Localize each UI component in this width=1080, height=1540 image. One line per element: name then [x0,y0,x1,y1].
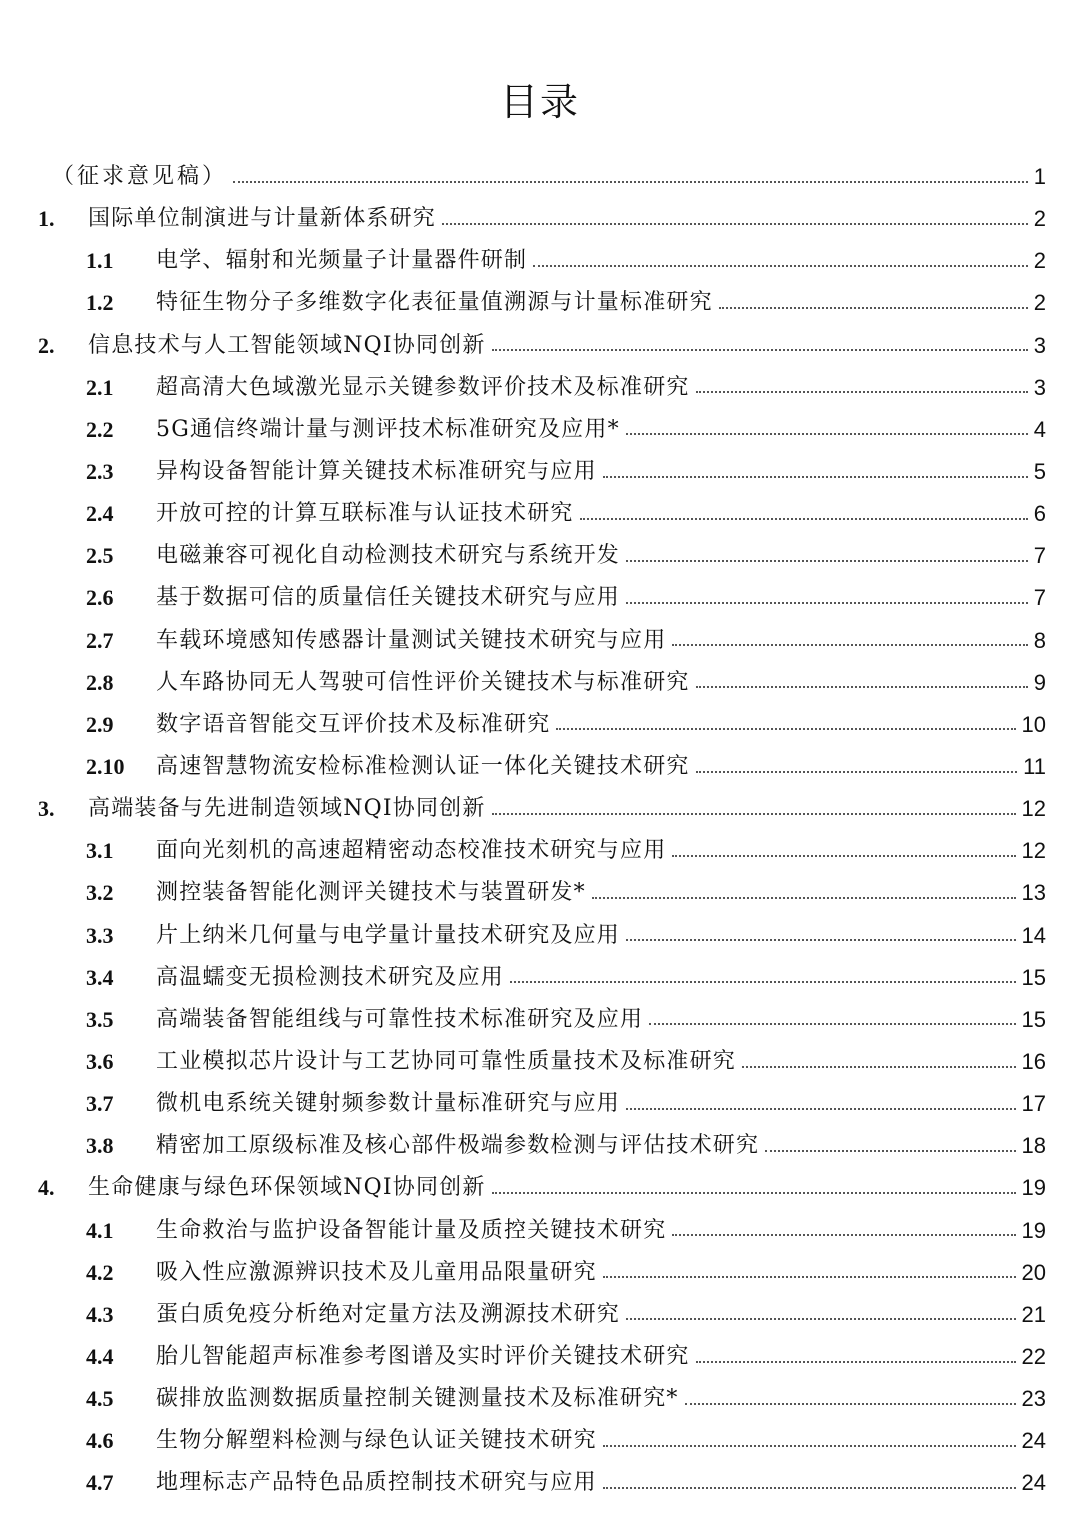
toc-entry[interactable] [0,1041,1080,1083]
toc-entry-page-number: 19 [1021,1217,1046,1243]
dot-leader [533,264,1028,267]
toc-entry-page-number: 3 [1033,332,1046,358]
toc-entry-title: 生命健康与绿色环保领域NQI协同创新 [88,1175,486,1201]
toc-entry-page-number: 12 [1021,796,1046,822]
toc-entry[interactable] [0,367,1080,409]
toc-entry-number: 3.6 [86,1049,114,1075]
toc-entry-page-number: 15 [1021,1006,1046,1032]
dot-leader [685,1402,1016,1405]
toc-entry-title: 吸入性应激源辨识技术及儿童用品限量研究 [156,1259,597,1285]
toc-entry[interactable] [0,577,1080,619]
toc-entry-page-number: 2 [1033,290,1046,316]
dot-leader [765,1149,1015,1152]
toc-entry-page-number: 16 [1021,1049,1046,1075]
toc-entry-title: 精密加工原级标准及核心部件极端参数检测与评估技术研究 [156,1133,760,1159]
toc-entry-title: 蛋白质免疫分析绝对定量方法及溯源技术研究 [156,1301,621,1327]
dot-leader [603,1444,1016,1447]
toc-entry[interactable] [0,240,1080,282]
toc-entry-number: 2.4 [86,501,114,527]
toc-entry-page-number: 6 [1033,501,1046,527]
toc-entry-page-number: 15 [1021,964,1046,990]
toc-entry-number: 2.7 [86,627,114,653]
toc-entry[interactable] [0,620,1080,662]
dot-leader [603,475,1028,478]
toc-entry-number: 4.4 [86,1344,114,1369]
toc-entry-number: 3.4 [86,964,114,990]
toc-entry-title: 片上纳米几何量与电学量计量技术研究及应用 [156,922,621,948]
dot-leader [696,685,1028,688]
toc-entry-title: 车载环境感知传感器计量测试关键技术研究与应用 [156,627,667,653]
toc-entry[interactable] [0,535,1080,577]
toc-entry[interactable] [0,493,1080,535]
toc-entry-page-number: 21 [1021,1301,1046,1327]
toc-entry-number: 4.7 [86,1470,114,1496]
toc-entry-title: 5G通信终端计量与测评技术标准研究及应用* [156,416,620,442]
toc-entry-page-number: 5 [1033,459,1046,485]
dot-leader [626,938,1016,941]
toc-entry-page-number: 8 [1033,627,1046,653]
toc-entry-number: 2.8 [86,669,114,695]
toc-entry-title: 高端装备与先进制造领域NQI协同创新 [88,796,486,822]
toc-entry[interactable] [0,1210,1080,1252]
dot-leader [556,727,1015,730]
toc-entry-title: 高速智慧物流安检标准检测认证一体化关键技术研究 [156,754,690,780]
toc-entry-title: 异构设备智能计算关键技术标准研究与应用 [156,459,597,485]
toc-entry-title: 人车路协同无人驾驶可信性评价关键技术与标准研究 [156,669,690,695]
toc-entry-number: 2.5 [86,543,114,569]
toc-entry-number: 1.2 [86,290,114,316]
toc-entry-title: 工业模拟芯片设计与工艺协同可靠性质量技术及标准研究 [156,1049,737,1075]
toc-entry-number: 2.9 [86,711,114,737]
toc-entry-number: 4.2 [86,1259,114,1285]
toc-entry-page-number: 3 [1033,374,1046,400]
toc-entry-number: 4.6 [86,1428,114,1454]
toc-entry-page-number: 7 [1033,585,1046,611]
dot-leader [510,980,1016,983]
toc-entry-title: 特征生物分子多维数字化表征量值溯源与计量标准研究 [156,290,713,316]
toc-entry-page-number: 2 [1033,206,1046,232]
toc-entry[interactable] [0,662,1080,704]
dot-leader [696,770,1018,773]
toc-entry-title: 基于数据可信的质量信任关键技术研究与应用 [156,585,621,611]
toc-entry[interactable] [0,957,1080,999]
dot-leader [626,601,1028,604]
toc-entry-page-number: 24 [1021,1428,1046,1454]
toc-entry[interactable] [0,1252,1080,1294]
toc-entry-title: 数字语音智能交互评价技术及标准研究 [156,711,551,737]
toc-entry[interactable] [0,198,1080,240]
page-title: 目录 [499,80,580,124]
toc-entry-title: 测控装备智能化测评关键技术与装置研发* [156,880,586,906]
toc-entry-title: 高端装备智能组线与可靠性技术标准研究及应用 [156,1006,644,1032]
toc-entry-number: 2.2 [86,416,114,442]
toc-entry-title: （征求意见稿） [52,164,228,190]
dot-leader [580,517,1028,520]
toc-entry-title: 生命救治与监护设备智能计量及质控关键技术研究 [156,1217,667,1243]
toc-entry-number: 4.1 [86,1217,114,1243]
dot-leader [626,1317,1016,1320]
toc-entry[interactable] [0,1462,1080,1504]
toc-entry-number: 3.7 [86,1091,114,1117]
toc-entry-number: 2.10 [86,754,125,780]
toc-entry-page-number: 20 [1021,1259,1046,1285]
dot-leader [626,432,1028,435]
toc-entry[interactable] [0,872,1080,914]
toc-entry-title: 微机电系统关键射频参数计量标准研究与应用 [156,1091,621,1117]
toc-entry-title: 信息技术与人工智能领域NQI协同创新 [88,332,486,358]
toc-entry-title: 电学、辐射和光频量子计量器件研制 [156,248,528,274]
dot-leader [233,180,1028,183]
toc-entry[interactable] [0,704,1080,746]
toc-entry-title: 超高清大色域激光显示关键参数评价技术及标准研究 [156,374,690,400]
toc-entry-title: 高温蠕变无损检测技术研究及应用 [156,964,505,990]
toc-entry[interactable] [0,409,1080,451]
toc-entry[interactable] [0,451,1080,493]
toc-entry-number: 4.5 [86,1386,114,1412]
toc-entry[interactable] [0,788,1080,830]
toc-entry[interactable] [0,746,1080,788]
toc-entry[interactable] [0,325,1080,367]
dot-leader [719,306,1028,309]
toc-entry-page-number: 9 [1033,669,1046,695]
toc-entry-page-number: 10 [1021,711,1046,737]
dot-leader [492,812,1016,815]
toc-entry-page-number: 23 [1021,1386,1046,1412]
dot-leader [603,1275,1016,1278]
toc-entry[interactable] [0,1125,1080,1167]
toc-entry-title: 碳排放监测数据质量控制关键测量技术及标准研究* [156,1386,679,1412]
toc-entry[interactable] [0,830,1080,872]
toc-entry-title: 国际单位制演进与计量新体系研究 [88,206,437,232]
toc-entry-number: 2.3 [86,459,114,485]
toc-entry-page-number: 14 [1021,922,1046,948]
toc-entry-title: 电磁兼容可视化自动检测技术研究与系统开发 [156,543,621,569]
toc-entry-page-number: 18 [1021,1133,1046,1159]
dot-leader [442,222,1028,225]
toc-entry-page-number: 2 [1033,248,1046,274]
toc-entry-number: 3.1 [86,838,114,864]
toc-entry-number: 4.3 [86,1301,114,1327]
toc-entry[interactable] [0,915,1080,957]
toc-entry[interactable] [0,999,1080,1041]
toc-entry-page-number: 12 [1021,838,1046,864]
toc-entry[interactable] [0,156,1080,198]
toc-entry-title: 开放可控的计算互联标准与认证技术研究 [156,501,574,527]
toc-entry[interactable] [0,282,1080,324]
toc-entry-page-number: 7 [1033,543,1046,569]
dot-leader [592,896,1016,899]
dot-leader [696,390,1028,393]
dot-leader [492,348,1028,351]
toc-entry-title: 面向光刻机的高速超精密动态校准技术研究与应用 [156,838,667,864]
toc-entry[interactable] [0,1378,1080,1420]
toc-entry-page-number: 19 [1021,1175,1046,1201]
toc-entry-number: 4. [38,1175,55,1201]
toc-entry-page-number: 1 [1033,164,1046,190]
toc-entry[interactable] [0,1336,1080,1378]
dot-leader [672,1233,1015,1236]
toc-entry-number: 3.8 [86,1133,114,1159]
toc-entry-page-number: 11 [1023,754,1046,780]
toc-entry-number: 3.2 [86,880,114,906]
toc-entry-number: 3.5 [86,1006,114,1032]
dot-leader [492,1191,1016,1194]
toc-entry-page-number: 4 [1033,416,1046,442]
dot-leader [603,1486,1016,1489]
dot-leader [626,1107,1016,1110]
dot-leader [696,1360,1016,1363]
toc-entry-number: 1. [38,206,55,232]
toc-entry-number: 2.6 [86,585,114,611]
table-of-contents [0,156,1080,1505]
toc-entry-title: 胎儿智能超声标准参考图谱及实时评价关键技术研究 [156,1344,690,1369]
toc-entry-number: 2. [38,332,55,358]
toc-entry[interactable] [0,1294,1080,1336]
dot-leader [672,643,1027,646]
toc-entry-number: 3. [38,796,55,822]
toc-entry-number: 2.1 [86,374,114,400]
toc-entry[interactable] [0,1167,1080,1209]
toc-entry-page-number: 17 [1021,1091,1046,1117]
toc-entry-title: 生物分解塑料检测与绿色认证关键技术研究 [156,1428,597,1454]
toc-entry-number: 3.3 [86,922,114,948]
toc-entry-page-number: 22 [1021,1344,1046,1369]
toc-entry-title: 地理标志产品特色品质控制技术研究与应用 [156,1470,597,1496]
toc-entry-page-number: 13 [1021,880,1046,906]
dot-leader [742,1065,1016,1068]
dot-leader [672,854,1015,857]
toc-entry[interactable] [0,1420,1080,1462]
dot-leader [626,559,1028,562]
dot-leader [649,1022,1015,1025]
toc-entry-number: 1.1 [86,248,114,274]
toc-entry-page-number: 24 [1021,1470,1046,1496]
toc-entry[interactable] [0,1083,1080,1125]
